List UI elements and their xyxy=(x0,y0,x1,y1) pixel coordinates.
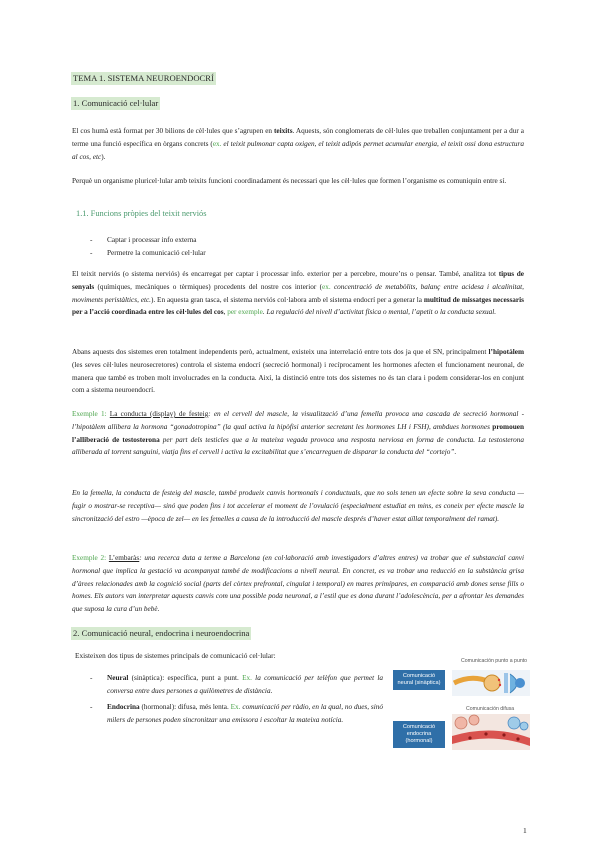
figure-label-endocrine: Comunicació endocrina (hormonal) xyxy=(393,721,445,748)
bullet-dash: - xyxy=(90,248,93,257)
bullet-dash: - xyxy=(90,673,93,682)
bullet-dash: - xyxy=(90,235,93,244)
list-item: Permetre la comunicació cel·lular xyxy=(107,248,206,257)
page-title: TEMA 1. SISTEMA NEUROENDOCRÍ xyxy=(73,73,214,83)
list-item: Captar i processar info externa xyxy=(107,235,197,244)
section-2-heading: 2. Comunicació neural, endocrina i neuroendocrina xyxy=(73,628,250,638)
example-1: Exemple 1: La conducta (display) de festeig: en el cervell del mascle, la visualització d’una femella provoca una cascada de secreció hormonal - l’hipotàlem allibera la hormona “gonadotropina” (la qual activa la hipòfisi anterior secretant les hormones LH i FSH), ambdues hormones promouen l’alliberació de testosterona per part dels testicles que a la mateixa vegada provoca una resposta nerviosa en forma de conducta. La testosterona alliberada al torrent sanguini, viatja fins el cervell i activa la excitabilitat que s’encarreguen de disparar la conducta del “cortejo”. xyxy=(72,410,525,457)
subsection-1-1-heading: 1.1. Funcions pròpies del teixit nerviós xyxy=(76,209,207,218)
figure-caption-point-to-point: Comunicación punto a punto xyxy=(461,658,528,664)
paragraph-cells: El cos humà està format per 30 bilions de cèl·lules que s’agrupen en teixits. Aquests, són conglomerats de cèl·lules que treballen conjuntament per a dur a terme una funció específica en òrgans concrets (ex. el teixit pulmonar capta oxigen, el teixit adipós permet acumular energia, el teixit ossi dona estructura al cos, etc). xyxy=(72,127,524,161)
endocrine-blood-vessel-illustration xyxy=(452,714,530,750)
section-1-heading: 1. Comunicació cel·lular xyxy=(73,98,159,108)
example-1-female: En la femella, la conducta de festeig del mascle, també produeix canvis hormonals i conductuals, que no sols tenen un efecte sobre la seva conducta —fugir o mostrar-se receptiva— sinó que poden fins i tot accelerar el moment de l’ovulació (especialment estudiat en mins, es coneix per efecte mascle la sincronització del estro —època de zel— en les femelles a causa de la introducció del mascle després d’haver estat aïllat temporalment del ramat). xyxy=(72,489,524,523)
paragraph-coordination: Perquè un organisme pluricel·lular amb teixits funcioni coordinadament és necessari que les cèl·lules que formen l’organisme es comuniquin entre sí. xyxy=(72,177,507,185)
neural-synapse-illustration xyxy=(452,666,530,700)
paragraph-neuroendocrine: Abans aquests dos sistemes eren totalment independents però, actualment, existeix una interrelació entre tots dos ja que el SN, principalment l’hipotàlem (les seves cèl·lules neurosecretores) controla el sistema endocrí (secreció hormonal) i recíprocament les hormones afecten el funcionament neuronal, de manera que també es troben molt involucrades en la conducta. Així, la distinció entre tots dos sistemes no és tan clara i podem considerar-los en conjunt com a sistema neuroendocrí. xyxy=(72,348,524,395)
page-number: 1 xyxy=(523,826,527,835)
bullet-dash: - xyxy=(90,702,93,711)
example-2: Exemple 2: L’embaràs: una recerca duta a terme a Barcelona (en col·laboració amb investigadors d’altres entres) va trobar que el substancial canvi hormonal que implica la gestació va acompanyat també de modificacions a nivell neural. En concret, es va trobar una reducció en la substància grisa d’àrees relacionades amb la cognició social (parts del còrtex prefrontal, cingulat i temporal) en mares primípares, en comparació amb dones sense fills o homes. Els autors van interpretar aquests canvis com una possible poda neuronal, a l’estil que es dona durant l’adolescència, per a afrontar les demandes que suposa la cura d’un bebè. xyxy=(72,554,524,614)
section-2-intro: Existeixen dos tipus de sistemes principals de comunicació cel·lular: xyxy=(75,651,276,660)
figure-caption-diffuse: Comunicación difusa xyxy=(466,706,515,712)
list-item-neural: Neural (sinàptica): específica, punt a punt. Ex. la comunicació per telèfon que permet la conversa entre dues persones a quilòmetres de distància. xyxy=(107,674,383,695)
paragraph-nervous-tissue: El teixit nerviós (o sistema nerviós) és encarregat per captar i processar info. exterior per a percebre, moure’ns o pensar. També, analitza tot tipus de senyals (químiques, mecàniques o tèrmiques) procedents del nostre cos interior (ex. concentració de metabòlits, balanç entre acidesa i alcalinitat, moviments peristàltics, etc.). En aquesta gran tasca, el sistema nerviós col·labora amb el sistema endocrí per a generar la multitud de missatges necessaris per a l’acció coordinada entre les cèl·lules del cos, per exemple. La regulació del nivell d’activitat física o mental, l’apetit o la conducta sexual. xyxy=(72,270,524,317)
figure-label-neural: Comunicació neural (sinàptica) xyxy=(393,670,445,690)
list-item-endocrine: Endocrina (hormonal): difusa, més lenta. Ex. comunicació per ràdio, en la qual, no dues, sinó milers de persones poden sincronitzar una emissora i escoltar la mateixa notícia. xyxy=(107,703,383,724)
